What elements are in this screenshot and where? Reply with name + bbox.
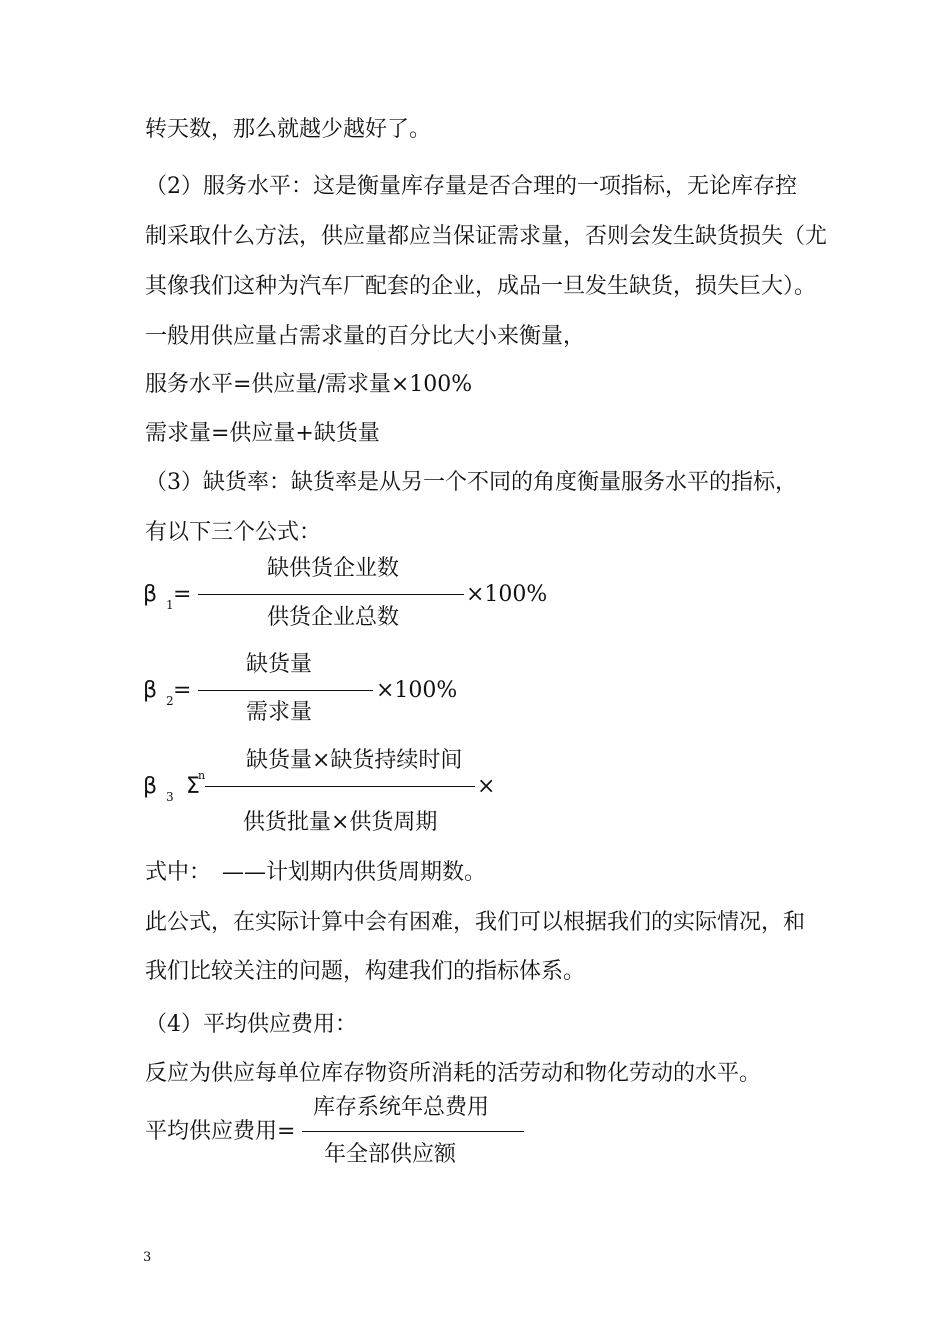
fraction-numerator: 库存系统年总费用	[313, 1095, 490, 1120]
beta-subscript: 1	[166, 598, 174, 612]
paragraph-line: 我们比较关注的问题，构建我们的指标体系。	[145, 959, 586, 984]
paragraph-line: 制采取什么方法，供应量都应当保证需求量，否则会发生缺货损失（尤	[145, 224, 828, 249]
paragraph-line: 一般用供应量占需求量的百分比大小来衡量，	[145, 324, 586, 349]
beta-symbol: β	[143, 582, 158, 607]
fraction-bar	[205, 786, 475, 787]
formula-suffix: ×100%	[466, 582, 548, 607]
fraction-numerator: 缺货量	[246, 652, 313, 677]
page-number: 3	[143, 1250, 152, 1265]
fraction-bar	[198, 594, 464, 595]
paragraph-line: 有以下三个公式：	[145, 520, 322, 545]
fraction-denominator: 供货企业总数	[267, 605, 400, 630]
equals-sign: =	[173, 678, 192, 703]
sigma-superscript: n	[198, 769, 206, 782]
beta-symbol: β	[143, 774, 158, 799]
beta-subscript: 2	[166, 694, 174, 708]
fraction-bar	[302, 1131, 524, 1132]
formula-suffix: ×	[477, 774, 496, 799]
paragraph-line: 其像我们这种为汽车厂配套的企业，成品一旦发生缺货，损失巨大）。	[145, 274, 817, 299]
paragraph-line: （3）缺货率：缺货率是从另一个不同的角度衡量服务水平的指标，	[145, 470, 797, 495]
formula-service-level: 服务水平=供应量/需求量×100%	[145, 372, 473, 397]
paragraph-line: （2）服务水平：这是衡量库存量是否合理的一项指标，无论库存控	[145, 174, 797, 199]
paragraph-line: 转天数，那么就越少越好了。	[145, 117, 432, 142]
sigma-symbol: Σ	[186, 774, 200, 799]
fraction-denominator: 年全部供应额	[324, 1142, 457, 1167]
beta-subscript: 3	[166, 790, 174, 804]
paragraph-line: 此公式，在实际计算中会有困难，我们可以根据我们的实际情况，和	[145, 910, 806, 935]
fraction-denominator: 供货批量×供货周期	[243, 810, 438, 835]
formula-demand: 需求量=供应量+缺货量	[145, 421, 380, 446]
paragraph-line: 反应为供应每单位库存物资所消耗的活劳动和物化劳动的水平。	[145, 1061, 762, 1086]
fraction-numerator: 缺货量×缺货持续时间	[246, 748, 463, 773]
beta-symbol: β	[143, 678, 158, 703]
paragraph-line: （4）平均供应费用：	[145, 1012, 357, 1037]
equals-sign: =	[173, 582, 192, 607]
formula-suffix: ×100%	[376, 678, 458, 703]
formula-label: 平均供应费用=	[145, 1119, 296, 1144]
fraction-numerator: 缺供货企业数	[267, 556, 400, 581]
paragraph-line: 式中： ——计划期内供货周期数。	[145, 860, 487, 885]
fraction-bar	[198, 690, 373, 691]
fraction-denominator: 需求量	[246, 700, 313, 725]
